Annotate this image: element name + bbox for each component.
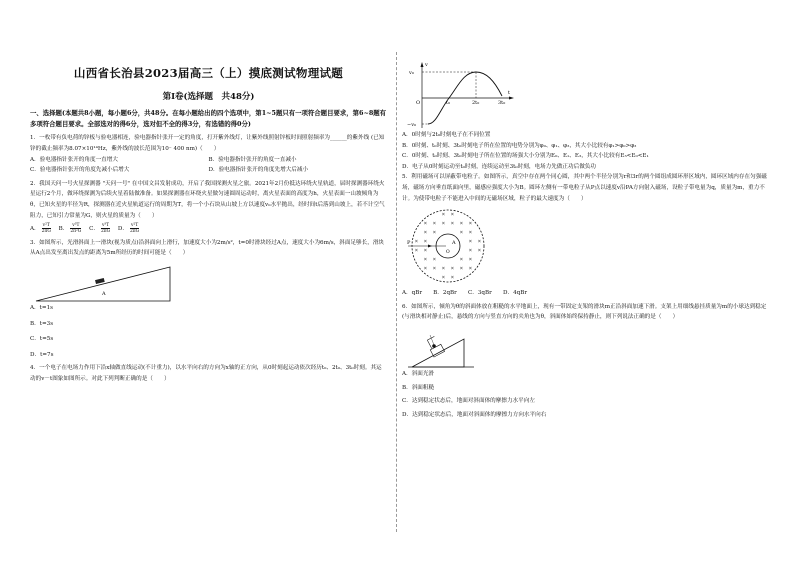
q6-option-a: A．斜面光滑 — [402, 370, 435, 377]
graph-label-origin: O — [416, 100, 421, 106]
field-cross-mark: × — [432, 257, 437, 263]
field-cross-mark: × — [441, 275, 446, 281]
q5-options: A．qBr B．2qBr C．3qBr D．4qBr — [402, 290, 527, 297]
graph-axis-t: t — [508, 90, 511, 96]
incline-point-label: A — [102, 290, 106, 297]
field-cross-mark: × — [468, 239, 473, 245]
q6-option-b: B．斜面粗糙 — [402, 384, 435, 391]
field-cross-mark: × — [441, 212, 446, 218]
field-cross-mark: × — [423, 221, 428, 227]
ring-center-o: O — [446, 250, 450, 256]
field-cross-mark: × — [423, 239, 428, 245]
q4-option-a: A．0时刻与2t₀时刻电子在不同位置 — [402, 132, 491, 138]
section-instructions: 一、选择题(本题共8小题，每小题6分，共48分。在每小题给出的四个选项中，第1~5题只有一项符合题目要求，第6~8题有多项符合题目要求。全部选对的得6分，选对但不全的得3分，有选错的得0分) — [30, 109, 387, 129]
field-cross-mark: × — [468, 248, 473, 254]
field-cross-mark: × — [441, 266, 446, 272]
field-cross-mark: × — [468, 221, 473, 227]
field-cross-mark: × — [450, 212, 455, 218]
graph-label-v0: v₀ — [409, 70, 414, 76]
graph-axis-v: v — [425, 62, 428, 68]
q3-option-b: B．t=3s — [30, 320, 54, 327]
field-cross-mark: × — [450, 221, 455, 227]
field-cross-mark: × — [468, 230, 473, 236]
q4-option-c: C．0时刻、t₀时刻、3t₀时刻电子所在位置的场强大小分别为E₀、E₁、E₃，其大小比较有E₃<E₀<E₁ — [402, 153, 649, 160]
field-cross-mark: × — [414, 248, 419, 254]
q2-option-d-fraction: $\frac{\text{v²T}}{2\pi G}$ — [130, 223, 140, 235]
q5-stem: 5．利用磁场可以屏蔽带电粒子。如图所示，真空中存在两个同心圆，其中两个半径分别为r和3r的两个圆组成圆环形区域内，圆环区域内存在匀强磁场，磁场方向垂直纸面向里，磁感应强度大小为B。圆环左侧有一带电粒子从P点以速度v沿PA方向射入磁场，设粒子带电量为q，质量为m，重力不计。为使带电粒子不能进入中间的无磁场区域，粒子的最大速度为（ ） — [402, 174, 767, 202]
field-cross-mark: × — [468, 257, 473, 263]
field-cross-mark: × — [459, 257, 464, 263]
q1-option-a: A．验电器指针张开的角度一直增大 — [30, 156, 118, 163]
q1-stem: 1．一枚带有负电荷的锌板与验电器相连，验电器指针张开一定的角度，打开紫外线灯，让紫外线照射锌板时间照射频率为______的紫外线 (已知锌的截止频率为8.07×10¹⁴Hz，紫外线的波长范围为10⁻ 400 nm)（ ） — [30, 135, 385, 152]
field-cross-mark: × — [423, 266, 428, 272]
q1-option-d: D．验电器指针张开的角度先增大后减小 — [208, 167, 309, 174]
q4-stem: 4．一个电子在电场力作用下沿x轴做直线运动(不计重力)，以水平向右的方向为x轴的正方向，从0时刻起运动依次经历t₀、2t₀、3t₀时刻。其运动的v－t图象如图所示。对此下列判断正确的是（ ） — [30, 365, 382, 382]
field-cross-mark: × — [432, 221, 437, 227]
ring-point-p: P — [407, 240, 411, 247]
graph-label-t0: t₀ — [446, 100, 451, 106]
field-cross-mark: × — [423, 230, 428, 236]
field-cross-mark: × — [468, 266, 473, 272]
field-cross-mark: × — [432, 266, 437, 272]
vt-graph — [406, 58, 516, 130]
field-cross-mark: × — [459, 230, 464, 236]
q2-option-a-fraction: $\frac{\text{v²T}}{2\pi G}$ — [41, 223, 51, 235]
q2-options: A． $\frac{\text{v²T}}{2\pi G}$ B． $\frac{\text{v³T}}{\text{2π²G}}$ C． $\frac{\text{v³T}}{2\pi G}$ D． $\frac{\text{v²T}}{2\pi G}$ — [30, 223, 140, 235]
incline-figure — [34, 261, 174, 303]
field-cross-mark: × — [423, 257, 428, 263]
q2-option-c-fraction: $\frac{\text{v³T}}{2\pi G}$ — [100, 223, 111, 235]
field-cross-mark: × — [459, 221, 464, 227]
q4-option-b: B．0时刻、t₀时刻、3t₀时刻电子所在位置的电势分别为φ₀、φ₁、φ₃，其大小比较有φ₁>φ₀>φ₃ — [402, 142, 637, 149]
ring-point-a: A — [452, 240, 456, 247]
graph-label-3t0: 3t₀ — [498, 100, 506, 106]
q6-option-d: D．达到稳定状态后，地面对斜面体的摩擦力方向水平向右 — [402, 411, 547, 418]
field-cross-mark: × — [423, 248, 428, 254]
q3-stem: 3．如图所示，光滑斜面上一滑块(视为质点)沿斜面向上滑行，加速度大小为2m/s²，t=0时滑块经过A点，速度大小为6m/s，斜面足够长，滑块从A点出发至离出发点的距离为5m所经历的时间可能是（ ） — [30, 239, 385, 257]
wedge-figure — [408, 325, 478, 369]
q2-option-b-fraction: $\frac{\text{v³T}}{\text{2π²G}}$ — [70, 223, 82, 235]
q1-option-b: B．验电器指针张开的角度一直减小 — [208, 156, 297, 163]
field-cross-mark: × — [477, 239, 482, 245]
q6-stem: 6．如图所示，倾角为θ的斜面体放在粗糙的水平地面上，现有一带固定支架的滑块m正沿斜面加速下滑。支架上用细线悬挂质量为m的小球达到稳定(与滑块相对静止)后，悬线的方向与竖直方向的夹角也为θ，斜面体始终保持静止，则下列说法正确的是（ ） — [402, 303, 767, 321]
field-cross-mark: × — [414, 239, 419, 245]
magnetic-ring-figure — [408, 206, 488, 286]
section-title: 第Ⅰ卷(选择题 共48分) — [162, 92, 255, 102]
field-cross-mark: × — [450, 266, 455, 272]
right-column — [402, 58, 770, 420]
left-column — [30, 58, 387, 385]
q3-option-a: A．t=1s — [30, 304, 53, 311]
q6-option-c: C．达到稳定状态后，地面对斜面体的摩擦力水平向左 — [402, 398, 535, 405]
field-cross-mark: × — [477, 248, 482, 254]
q4-option-d: D．电子从0时刻运动至t₀时刻，连续运动至3t₀时刻，电场力先做正功后做负功 — [402, 163, 596, 170]
field-cross-mark: × — [441, 221, 446, 227]
field-cross-mark: × — [432, 230, 437, 236]
field-cross-mark: × — [459, 266, 464, 272]
field-cross-mark: × — [450, 275, 455, 281]
q3-option-d: D．t=7s — [30, 351, 54, 358]
q3-option-c: C．t=5s — [30, 336, 54, 343]
q2-stem: 2．我国天问一号火星探测器 "天问一号" 在中国文昌发射成功，开启了我国探测火星之旅。2021年2月份抵达环绕火星轨道，届时探测器环绕火星运行2个月，做环绕探测为后续火星着陆做准备。如果探测器在环绕火星做匀速圆周运动时，离火星表面的高度为h，火星表面一山坡倾角为θ，已知火星的半径为R，探测器在近火星轨道运行的周期为T，将一个小石块从山坡上方以速度v₀水平抛出，经时间t后落到山坡上，若不计空气阻力，已知引力常量为G，则火星的质量为（ ） — [30, 180, 385, 219]
q1-option-c: C．验电器指针张开的角度先减小后增大 — [30, 167, 130, 174]
exam-title: 山西省长治县2023届高三（上）摸底测试物理试题 — [73, 66, 344, 80]
graph-label-2t0: 2t₀ — [472, 100, 480, 106]
graph-label-neg-v0: −v₀ — [407, 122, 417, 128]
column-divider — [396, 52, 397, 532]
